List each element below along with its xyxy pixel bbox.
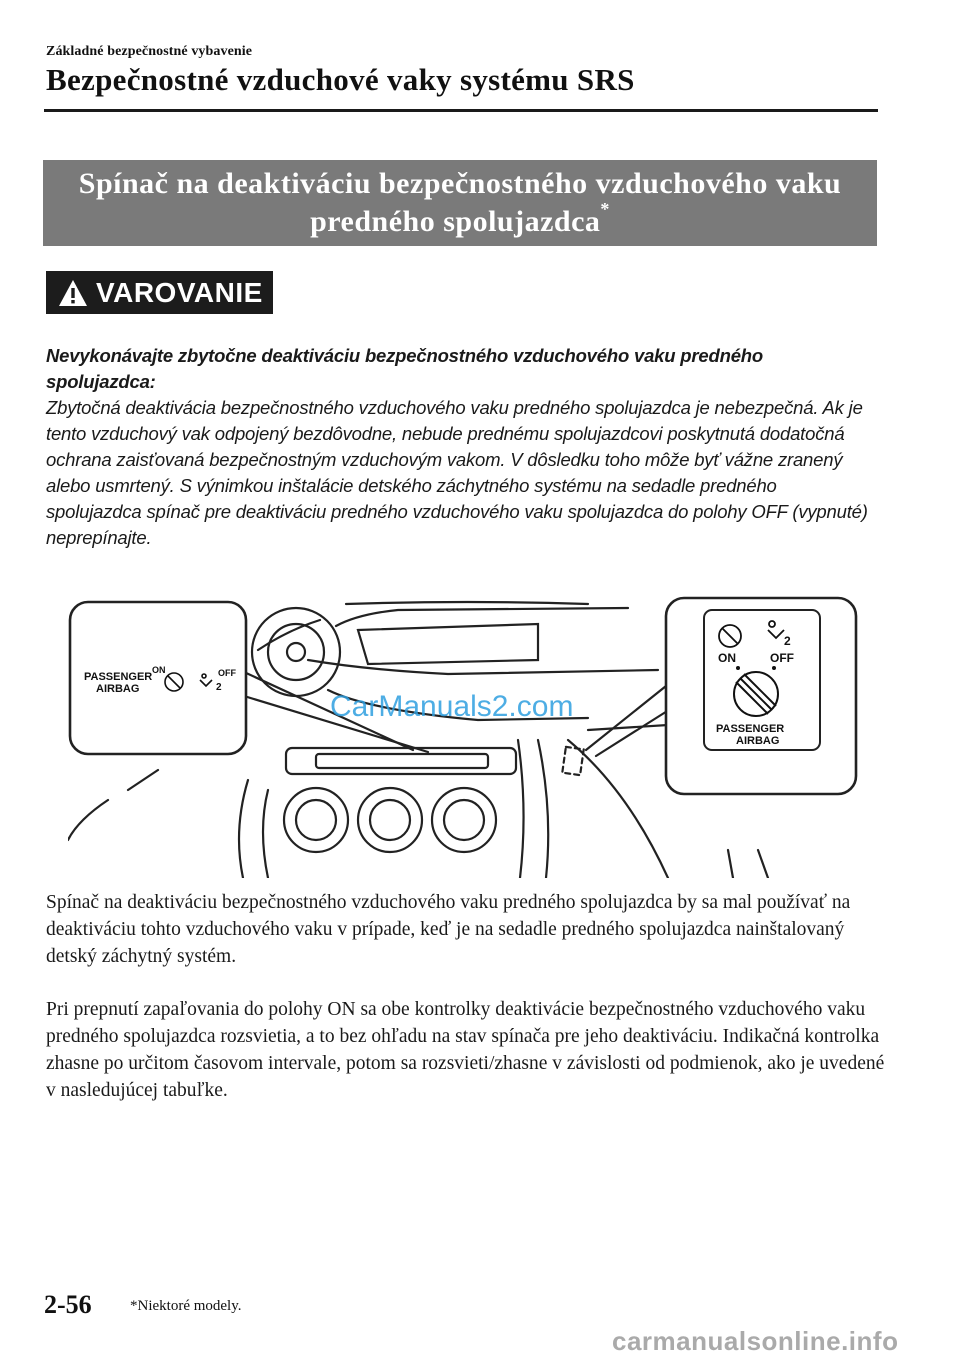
- warning-triangle-icon: [58, 279, 88, 307]
- paragraph-1: Spínač na deaktiváciu bezpečnostného vzduchového vaku predného spolujazdca by sa mal používať na deaktiváciu tohto vzduchového vaku v prípade, keď je na sedadle predného spolujazdca nainštalovaný detský záchytný systém.: [46, 892, 851, 967]
- dashboard-illustration: [68, 590, 858, 878]
- left-callout-passenger: PASSENGER: [84, 671, 153, 683]
- warning-text: [46, 343, 876, 551]
- right-callout-on: ON: [718, 651, 736, 665]
- page-watermark: carmanualsonline.info: [612, 1326, 899, 1356]
- left-callout-off: OFF: [218, 668, 236, 678]
- page-title: Bezpečnostné vzduchové vaky systému SRS: [46, 62, 635, 97]
- footnote: *Niektoré modely.: [130, 1298, 242, 1314]
- banner-asterisk: *: [600, 199, 610, 219]
- right-callout-box: [666, 598, 856, 794]
- banner-line-2-text: predného spolujazdca: [310, 205, 601, 238]
- banner-line-1: Spínač na deaktiváciu bezpečnostného vzduchového vaku: [78, 167, 842, 200]
- figure-watermark: CarManuals2.com: [330, 690, 574, 723]
- warning-label-box: [46, 271, 273, 314]
- right-callout-num: 2: [784, 634, 791, 648]
- left-callout-airbag: AIRBAG: [96, 683, 140, 695]
- section-label: Základné bezpečnostné vybavenie: [46, 44, 253, 59]
- warning-body-text: Zbytočná deaktivácia bezpečnostného vzduchového vaku predného spolujazdca je nebezpečná. Ak je tento vzduchový vak odpojený bezdôvodne, nebude prednému spolujazdcovi poskytnutá dodatočná ochrana zaisťovaná bezpečnostným vzduchovým vakom. V dôsledku toho môže byť vážne zranený alebo usmrtený. S výnimkou inštalácie detského záchytného systému na sedadle predného spolujazdca spínač pre deaktiváciu predného vzduchového vaku spolujazdca do polohy OFF (vypnuté) neprepínajte.: [46, 397, 868, 548]
- page-number: 2-56: [44, 1290, 92, 1319]
- warning-label: VAROVANIE: [96, 276, 263, 308]
- right-callout-passenger: PASSENGER: [716, 723, 785, 735]
- paragraph-2: Pri prepnutí zapaľovania do polohy ON sa obe kontrolky deaktivácie bezpečnostného vzduchového vaku predného spolujazdca rozsvietia, a to bez ohľadu na stav spínača pre jeho deaktiváciu. Indikačná kontrolka zhasne po určitom časovom intervale, potom sa rozsvieti/zhasne v závislosti od podmienok, ako je uvedené v nasledujúcej tabuľke.: [46, 999, 885, 1101]
- right-callout-off: OFF: [770, 651, 794, 665]
- banner-line-2: [43, 199, 877, 241]
- left-callout-num: 2: [216, 682, 222, 693]
- left-callout-on: ON: [152, 665, 166, 675]
- title-rule: [44, 109, 878, 112]
- right-callout-airbag: AIRBAG: [736, 735, 780, 747]
- topic-banner: [43, 160, 877, 246]
- warning-bold-text: Nevykonávajte zbytočne deaktiváciu bezpečnostného vzduchového vaku predného spolujazdca:: [46, 345, 763, 392]
